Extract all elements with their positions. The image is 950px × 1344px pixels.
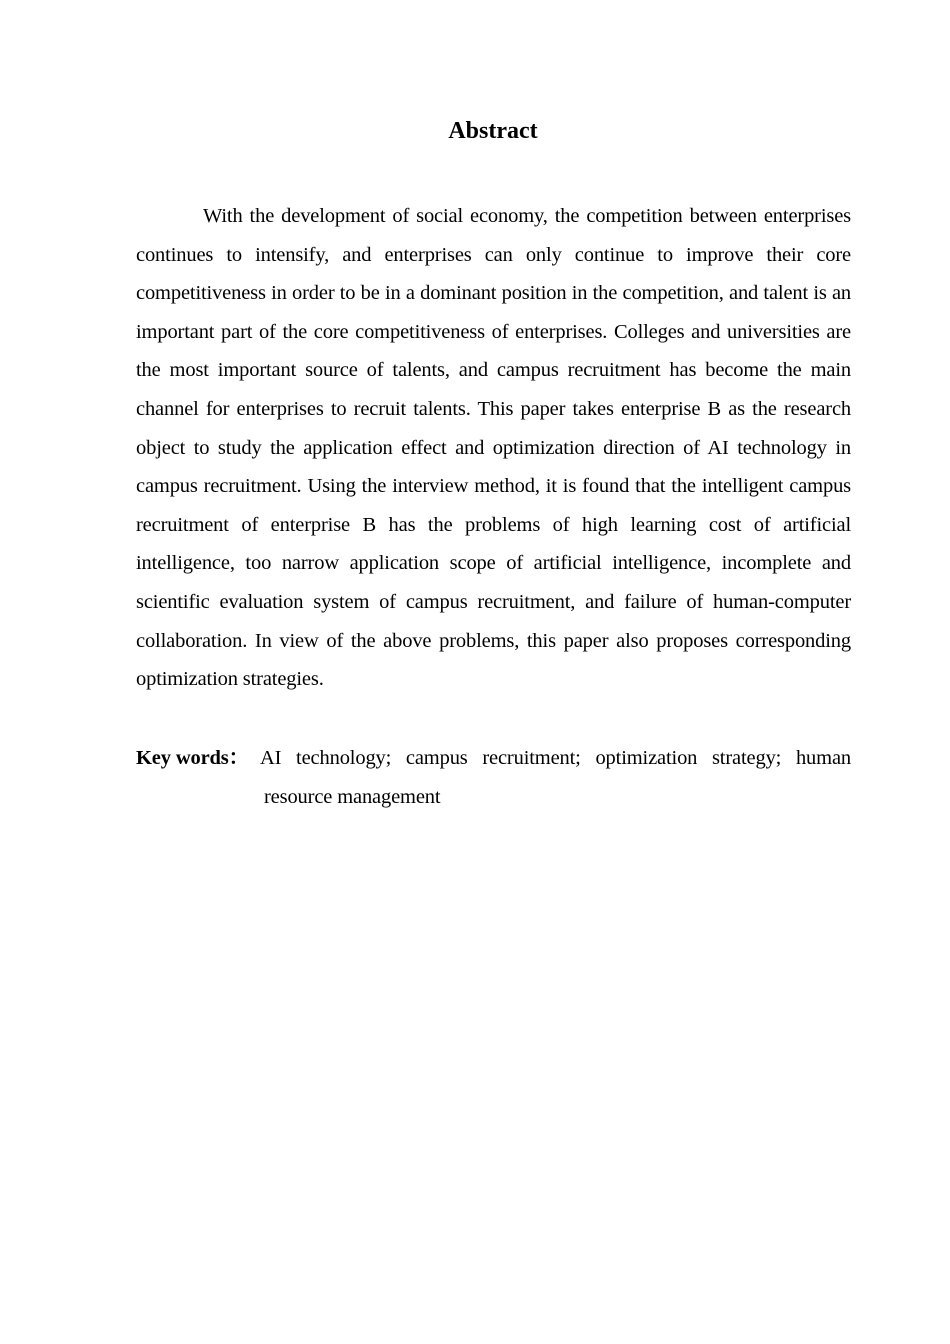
keywords-line xyxy=(136,739,851,816)
keywords-label: Key words： xyxy=(136,747,249,769)
abstract-title: Abstract xyxy=(448,118,538,144)
keywords-text: AI technology; campus recruitment; optimization strategy; human resource management xyxy=(260,747,851,808)
abstract-body: With the development of social economy, the competition between enterprises continues to intensify, and enterprises can only continue to improve their core competitiveness in order to be in a dominant position in the competition, and talent is an important part of the core competitiveness of enterprises. Colleges and universities are the most important source of talents, and campus recruitment has become the main channel for enterprises to recruit talents. This paper takes enterprise B as the research object to study the application effect and optimization direction of AI technology in campus recruitment. Using the interview method, it is found that the intelligent campus recruitment of enterprise B has the problems of high learning cost of artificial intelligence, too narrow application scope of artificial intelligence, incomplete and scientific evaluation system of campus recruitment, and failure of human-computer collaboration. In view of the above problems, this paper also proposes corresponding optimization strategies. xyxy=(136,205,851,691)
